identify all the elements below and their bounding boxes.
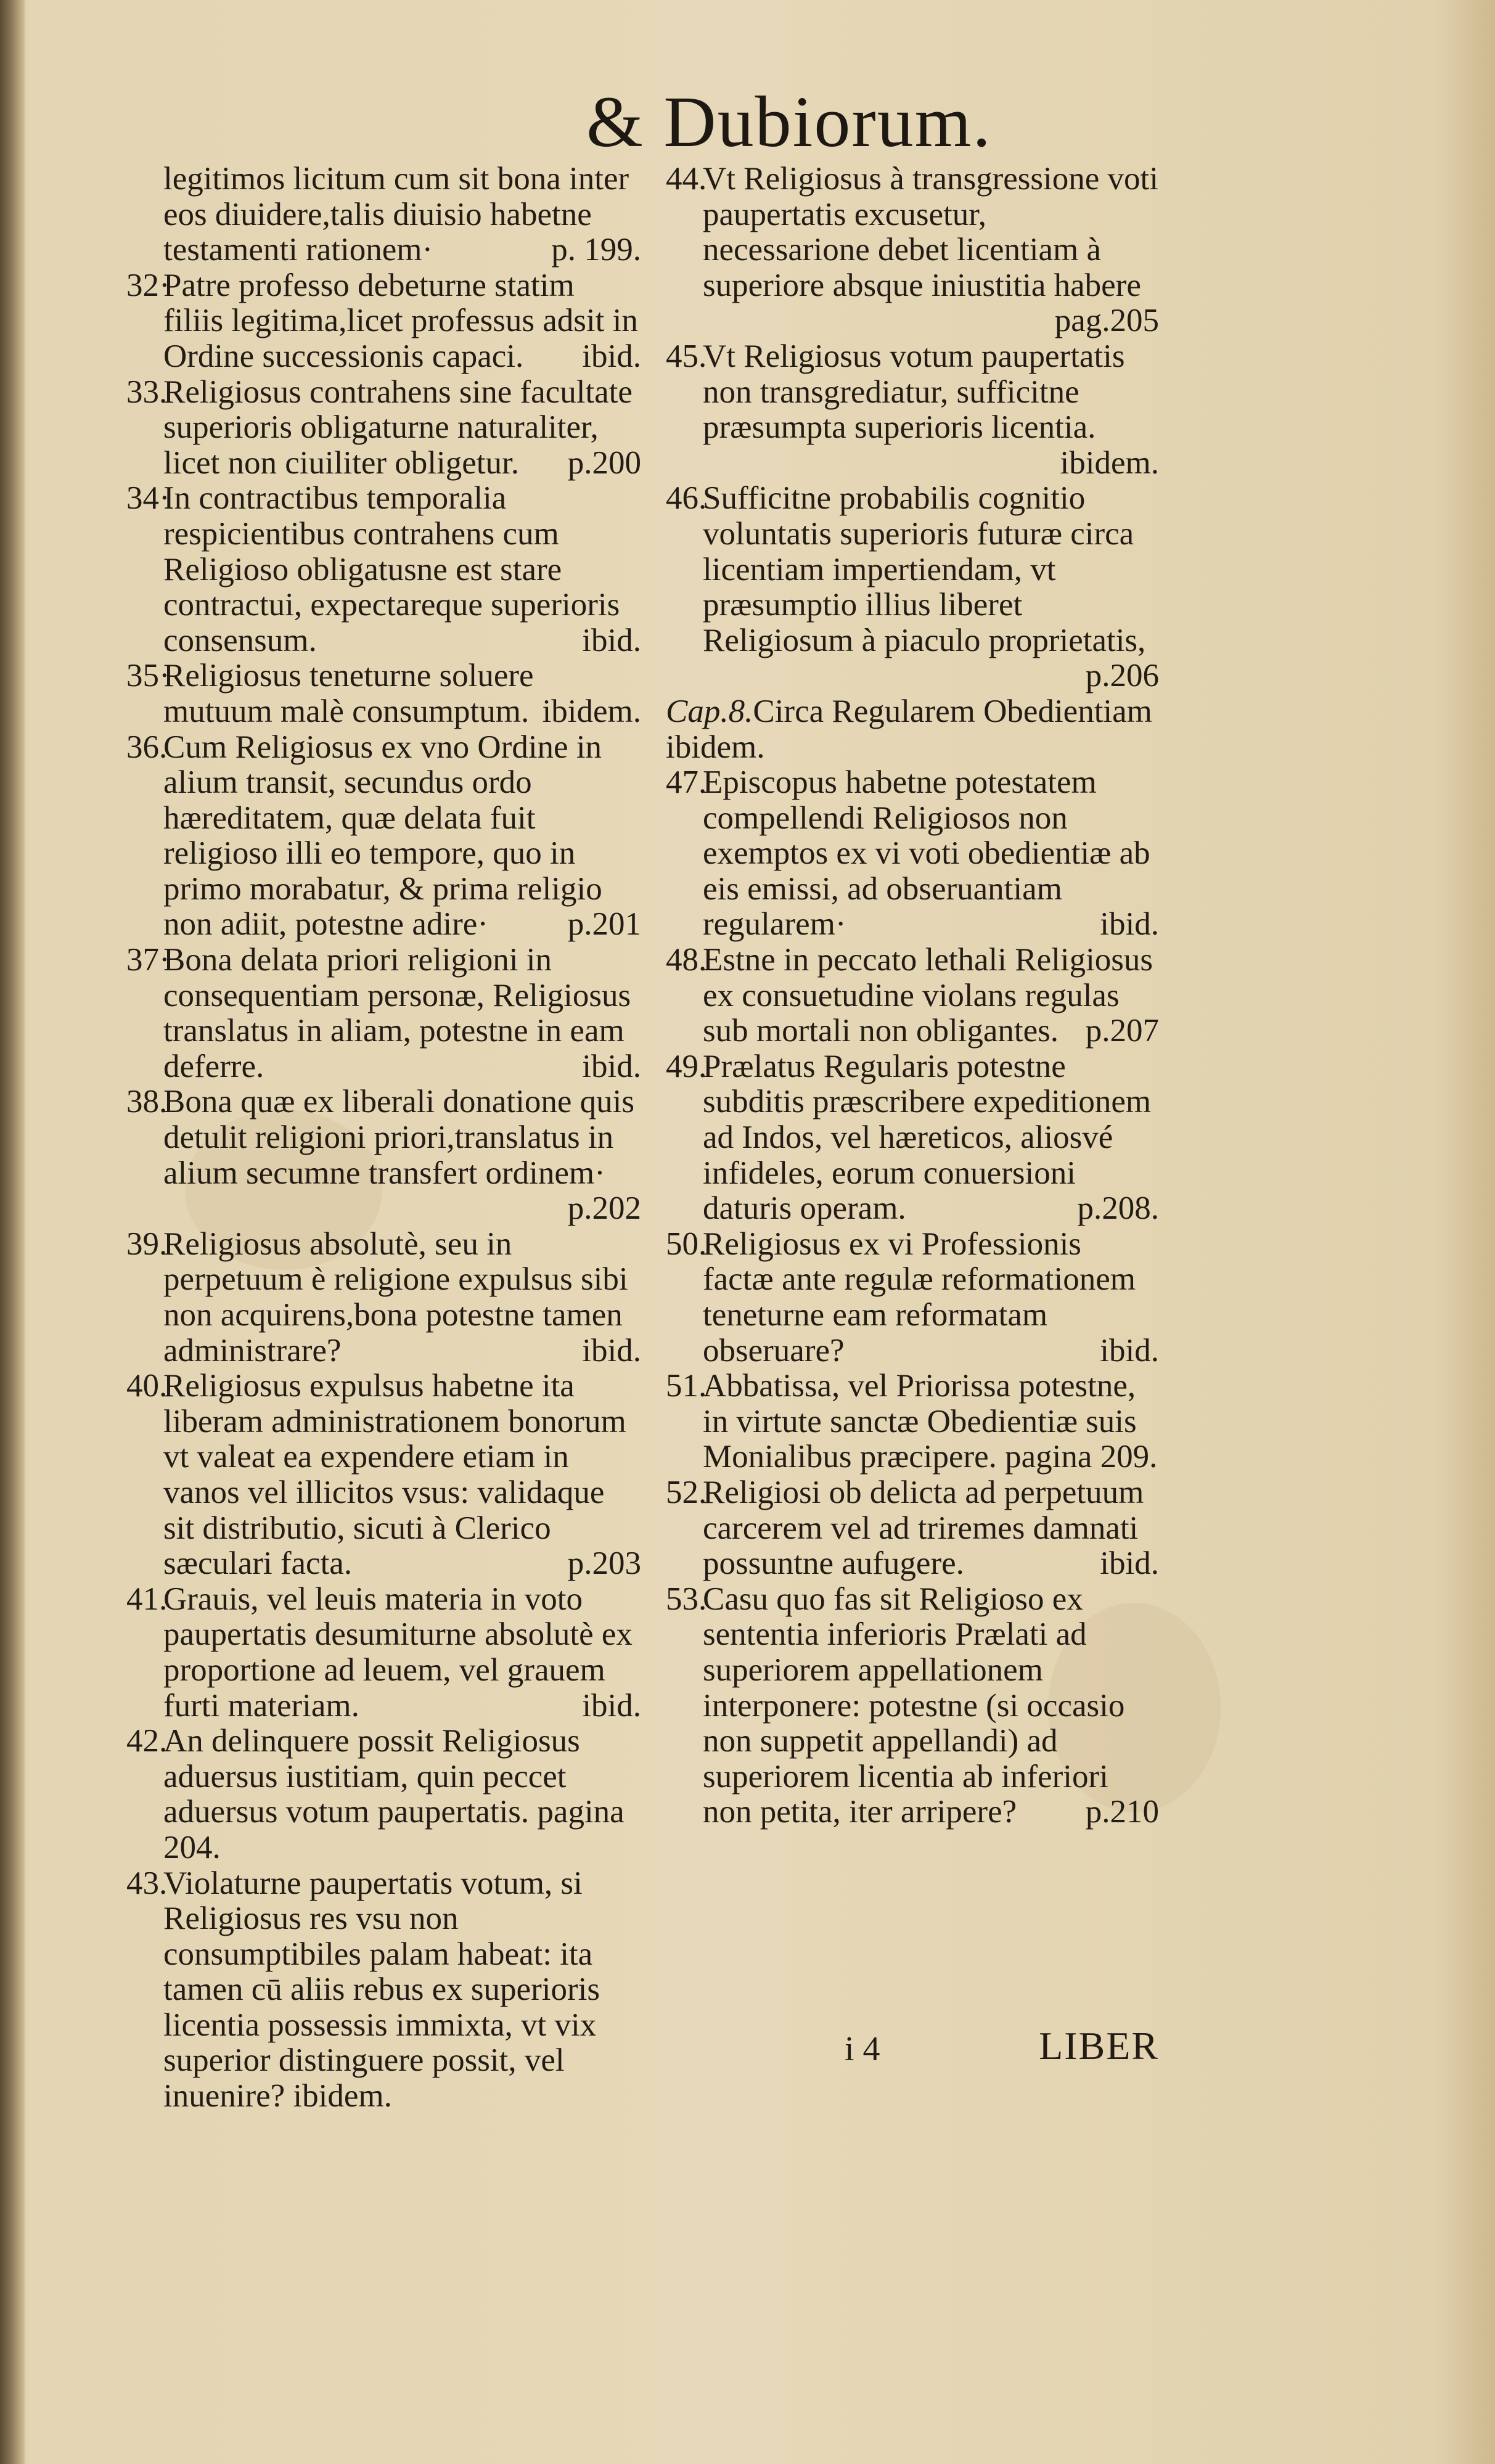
entry-text: Violaturne paupertatis votum, si Religiosus res vsu non consumptibiles palam habeat: ita tamen cū aliis rebus ex superioris licentia possessis immixta, vt vix superior distinguere possit, vel inuenire? ibidem.: [163, 1865, 600, 2114]
entry-text: Religiosus absolutè, seu in perpetuum è religione expulsus sibi non acquirens,bona potestne tamen administrare?: [163, 1226, 628, 1369]
entry-number: 42.: [126, 1723, 168, 1759]
page-spine-shadow: [0, 0, 25, 2464]
page-reference: p.203: [567, 1545, 641, 1582]
entry-number: 49.: [666, 1048, 707, 1084]
entry-number: 33.: [126, 374, 168, 410]
entry-text: Religiosi ob delicta ad perpetuum carcerem vel ad triremes damnati possuntne aufugere.: [703, 1474, 1144, 1582]
page-reference: pag.205: [1054, 303, 1159, 339]
index-entry: [126, 268, 641, 375]
page-reference: ibid.: [1100, 1545, 1159, 1582]
entry-text: Religiosus teneturne soluere mutuum malè consumptum.: [163, 658, 534, 729]
index-entry: [126, 1227, 641, 1369]
entry-number: 51.: [666, 1368, 707, 1404]
page-reference: ibidem.: [542, 693, 641, 729]
entry-text: Cum Religiosus ex vno Ordine in alium transit, secundus ordo hæreditatem, quæ delata fuit religioso illi eo tempore, quo in primo morabatur, & prima religio non adiit, potestne adire·: [163, 729, 602, 943]
page-reference: p.207: [1085, 1013, 1159, 1049]
page-reference: p. 199.: [551, 232, 641, 268]
index-entry: [126, 730, 641, 943]
chapter-label: Cap.8.: [666, 693, 753, 729]
right-column: [666, 162, 1159, 1830]
entry-number: 39.: [126, 1226, 168, 1262]
entry-text: Religiosus ex vi Professionis factæ ante regulæ reformationem teneturne eam reformatam obseruare?: [703, 1226, 1136, 1369]
entry-number: 46.: [666, 480, 707, 517]
index-entry: [126, 658, 641, 729]
entry-number: 38.: [126, 1084, 168, 1120]
page-reference: ibid.: [1100, 1332, 1159, 1369]
entry-text: Patre professo debeturne statim filiis legitima,licet professus adsit in Ordine successionis capaci.: [163, 267, 638, 374]
entry-text: Grauis, vel leuis materia in voto paupertatis desumiturne absolutè ex proportione ad leuem, vel grauem furti materiam.: [163, 1581, 633, 1724]
page-footer: [826, 2023, 1159, 2073]
entry-text: Casu quo fas sit Religioso ex sententia inferioris Prælati ad superiorem appellationem interponere: potestne (si occasio non suppetit appellandi) ad superiorem licentia ab inferiori non petita, iter arripere?: [703, 1581, 1125, 1830]
left-column: [126, 162, 641, 2114]
entry-text: An delinquere possit Religiosus aduersus iustitiam, quin peccet aduersus votum paupertatis. pagina 204.: [163, 1723, 625, 1865]
page-reference: ibidem.: [1060, 444, 1159, 481]
entry-text: In contractibus temporalia respicientibus contrahens cum Religioso obligatusne est stare contractui, expectareque superioris consensum.: [163, 480, 620, 658]
entry-number: 41.: [126, 1581, 168, 1617]
entry-number: 52.: [666, 1474, 707, 1510]
entry-number: 44.: [666, 161, 707, 197]
entry-number: 43.: [126, 1865, 168, 1901]
page-reference: ibid.: [582, 1687, 641, 1724]
entry-number: 53.: [666, 1581, 707, 1617]
index-entry: [666, 1049, 1159, 1227]
index-entry: [666, 339, 1159, 481]
entry-number: 45.: [666, 338, 707, 374]
entry-number: 48.: [666, 942, 707, 978]
entry-number: 40.: [126, 1368, 168, 1404]
entry-text: Sufficitne probabilis cognitio voluntatis superioris futuræ circa licentiam impertiendam, vt præsumptio illius liberet Religiosum à piaculo proprietatis,: [703, 480, 1146, 658]
entry-text: Vt Religiosus votum paupertatis non transgrediatur, sufficitne præsumpta superioris licentia.: [703, 338, 1125, 446]
index-entry: [666, 1369, 1159, 1475]
page-reference: ibid.: [582, 338, 641, 374]
index-entry: [666, 481, 1159, 694]
page-reference: ibid.: [582, 1048, 641, 1084]
page-reference: ibid.: [582, 1332, 641, 1369]
entry-text: Episcopus habetne potestatem compellendi Religiosos non exemptos ex vi voti obedientiæ ab eis emissi, ad obseruantiam regularem·: [703, 764, 1150, 943]
entry-text: legitimos licitum cum sit bona inter eos diuidere,talis diuisio habetne testamenti rationem·: [163, 161, 629, 268]
page-reference: ibid.: [1100, 906, 1159, 943]
entry-text: Religiosus contrahens sine facultate superioris obligaturne naturaliter, licet non ciuiliter obligetur.: [163, 374, 633, 481]
index-entry: [666, 943, 1159, 1049]
entry-number: 34·: [126, 480, 170, 517]
entry-number: 37·: [126, 942, 170, 978]
index-entry: [666, 162, 1159, 339]
index-entry: [666, 1475, 1159, 1582]
index-entry: [126, 1724, 641, 1865]
entry-text: Vt Religiosus à transgressione voti paupertatis excusetur, necessarione debet licentiam à superiore absque iniustitia habere: [703, 161, 1158, 303]
index-entry: [126, 943, 641, 1084]
index-entry: [666, 765, 1159, 943]
page-reference: p.206: [1085, 658, 1159, 694]
page-reference: p.208.: [1077, 1190, 1159, 1227]
entry-number: 47.: [666, 764, 707, 801]
index-entry: [666, 1582, 1159, 1830]
page-reference: p.202: [567, 1190, 641, 1227]
entry-number: 35·: [126, 658, 170, 694]
index-entry: [126, 162, 641, 268]
running-header: & Dubiorum.: [586, 81, 992, 162]
entry-text: Bona delata priori religioni in consequentiam personæ, Religiosus translatus in aliam, potestne in eam deferre.: [163, 942, 631, 1084]
entry-text: Abbatissa, vel Priorissa potestne, in virtute sanctæ Obedientiæ suis Monialibus præcipere. pagina 209.: [703, 1368, 1158, 1475]
page-reference: p.200: [567, 444, 641, 481]
entry-text: Estne in peccato lethali Religiosus ex consuetudine violans regulas sub mortali non obligantes.: [703, 942, 1153, 1049]
index-entry: [126, 1866, 641, 2114]
entry-text: Bona quæ ex liberali donatione quis detulit religioni priori,translatus in alium secumne transfert ordinem·: [163, 1084, 634, 1191]
index-entry: [126, 1084, 641, 1226]
entry-number: 50.: [666, 1226, 707, 1262]
index-entry: [666, 1227, 1159, 1369]
page-reference: ibid.: [582, 622, 641, 658]
index-entry: [126, 375, 641, 481]
page-reference: p.210: [1085, 1794, 1159, 1830]
signature-mark: i 4: [845, 2030, 880, 2068]
entry-text: Prælatus Regularis potestne subditis præscribere expeditionem ad Indos, vel hæreticos, aliosvé infideles, eorum conuersioni daturis operam.: [703, 1048, 1152, 1227]
entry-number: 32·: [126, 267, 170, 303]
entry-text: Religiosus expulsus habetne ita liberam administrationem bonorum vt valeat ea expendere etiam in vanos vel illicitos vsus: validaque sit distributio, sicuti à Clerico sæculari facta.: [163, 1368, 626, 1582]
index-entry: [126, 1582, 641, 1724]
entry-text: Circa Regularem Obedientiam ibidem.: [666, 693, 1152, 765]
catchword: LIBER: [1039, 2024, 1159, 2068]
index-entry: [666, 694, 1159, 765]
index-entry: [126, 481, 641, 658]
entry-number: 36.: [126, 729, 168, 765]
page-reference: p.201: [567, 906, 641, 943]
index-entry: [126, 1369, 641, 1582]
